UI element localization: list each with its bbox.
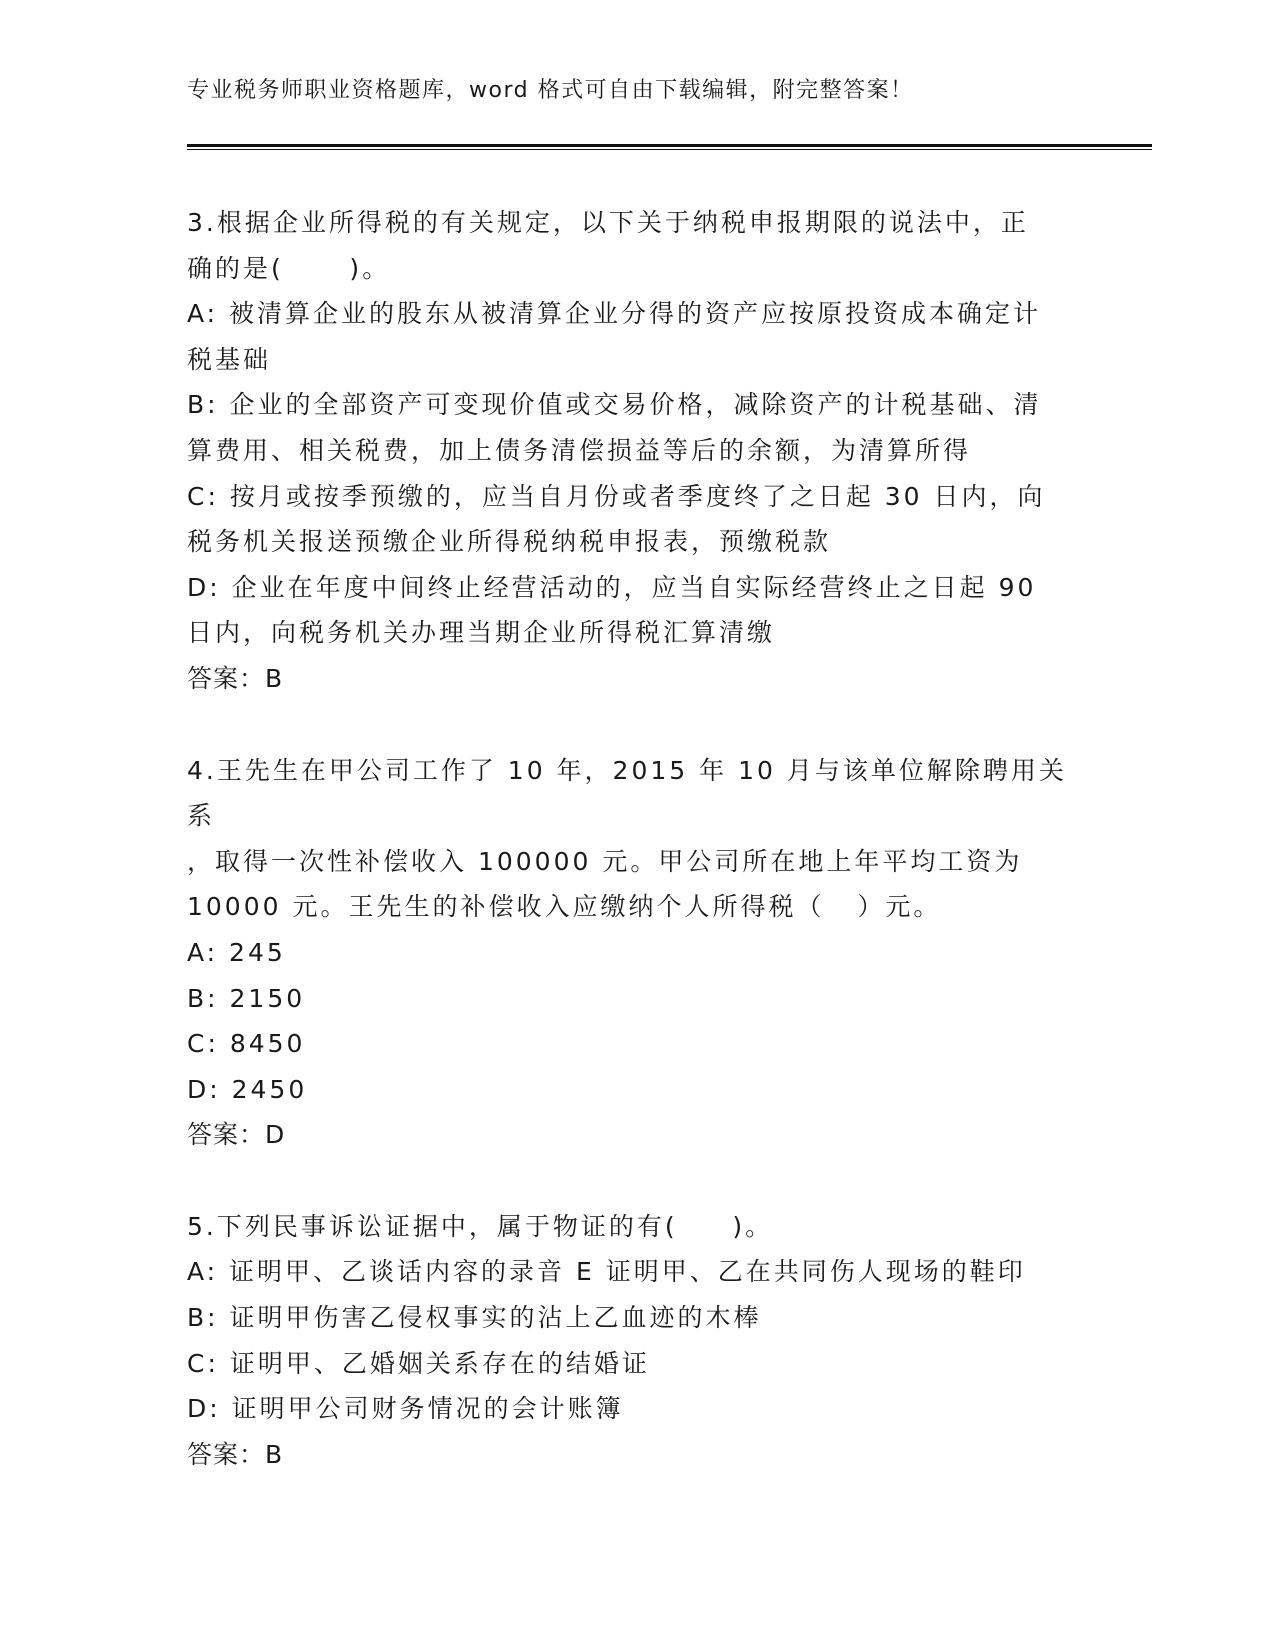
answer-label: 答案：B [187,1439,284,1469]
answer-label: 答案：D [187,1120,286,1150]
option-c: C: 8450 [187,1029,306,1059]
question-stem-line: 5.下列民事诉讼证据中，属于物证的有( )。 [187,1211,774,1241]
option-d: D: 2450 [187,1074,308,1104]
page-header: 专业税务师职业资格题库，word 格式可自由下载编辑，附完整答案！ [187,78,914,103]
question-stem-line: 10000 元。王先生的补偿收入应缴纳个人所得税（ ）元。 [187,892,942,922]
question-stem-line: 3.根据企业所得税的有关规定，以下关于纳税申报期限的说法中，正 [187,208,1029,237]
option-b [187,382,1087,473]
question-stem-line: 4.王先生在甲公司工作了 10 年，2015 年 10 月与该单位解除聘用关系 [187,755,1067,831]
option-b: B: 2150 [187,983,306,1013]
option-a: A: 245 [187,937,286,967]
option-a: A: 证明甲、乙谈话内容的录音 E 证明甲、乙在共同伤人现场的鞋印 [187,1257,1026,1287]
option-line: A: 被清算企业的股东从被清算企业分得的资产应按原投资成本确定计 [187,299,1042,329]
question-list [187,200,1087,1523]
option-c [187,474,1087,565]
option-line: 税基础 [187,344,272,374]
option-line: D: 企业在年度中间终止经营活动的，应当自实际经营终止之日起 90 [187,572,1037,602]
option-line: B: 企业的全部资产可变现价值或交易价格，减除资产的计税基础、清 [187,390,1042,420]
question-3 [187,200,1087,702]
option-line: C: 按月或按季预缴的，应当自月份或者季度终了之日起 30 日内，向 [187,481,1046,511]
option-b: B: 证明甲伤害乙侵权事实的沾上乙血迹的木棒 [187,1303,762,1333]
option-line: 税务机关报送预缴企业所得税纳税申报表，预缴税款 [187,527,832,557]
option-d: D: 证明甲公司财务情况的会计账簿 [187,1394,624,1424]
option-line: 日内，向税务机关办理当期企业所得税汇算清缴 [187,618,776,648]
question-4 [187,748,1087,1158]
header-divider [187,144,1152,150]
option-c: C: 证明甲、乙婚姻关系存在的结婚证 [187,1348,650,1378]
question-5 [187,1204,1087,1478]
option-a [187,291,1087,382]
option-line: 算费用、相关税费，加上债务清偿损益等后的余额，为清算所得 [187,435,972,465]
answer-label: 答案：B [187,663,284,693]
question-stem-line: ，取得一次性补偿收入 100000 元。甲公司所在地上年平均工资为 [187,846,1023,876]
question-stem-line: 确的是( )。 [187,253,391,283]
option-d [187,565,1087,656]
